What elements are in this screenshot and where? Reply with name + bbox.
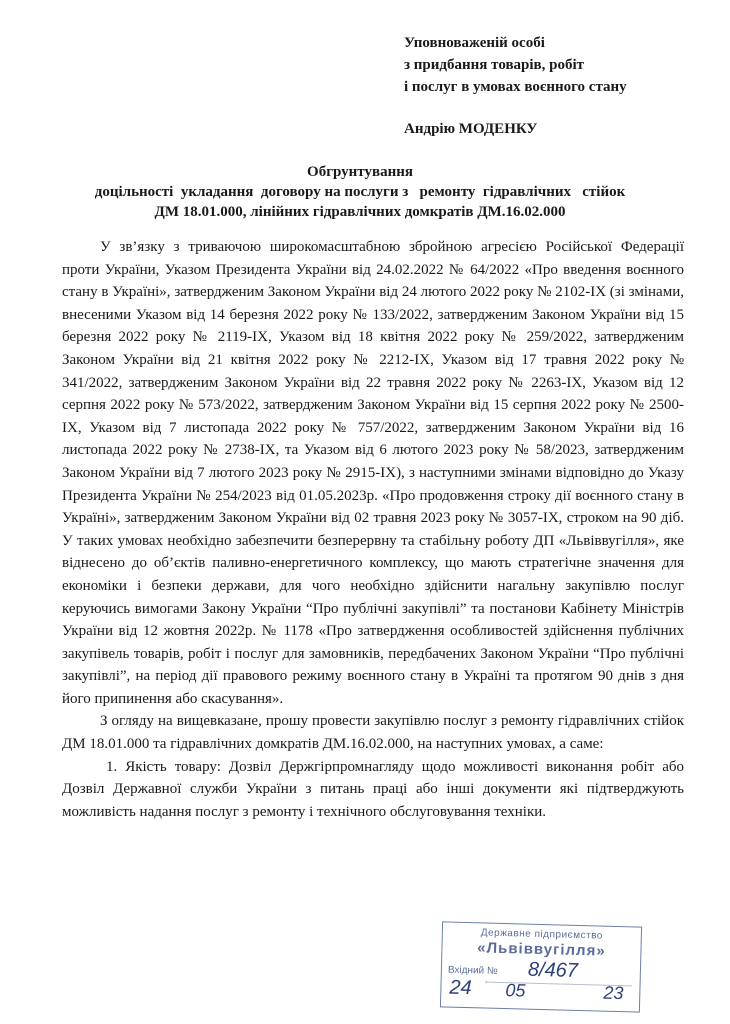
heading-title: Обгрунтування xyxy=(307,164,413,180)
registration-stamp xyxy=(440,921,642,1012)
addressee-line-3: і послуг в умовах воєнного стану xyxy=(404,79,627,95)
condition-item-1: 1. Якість товару: Дозвіл Держгірпромнагляду щодо можливості виконання робіт або Дозвіл Державної служби України з питань праці або інші документи які підтверджують можливість надання послуг з ремонту і технічного обслуговування техніки. xyxy=(62,758,684,820)
stamp-incoming-number: 8/467 xyxy=(527,958,579,982)
stamp-organization: Державне підприємство xyxy=(480,927,604,942)
stamp-date-month: 05 xyxy=(505,980,526,1001)
addressee-block xyxy=(404,32,627,140)
document-heading xyxy=(40,162,680,222)
body-paragraph-1: У зв’язку з триваючою широкомасштабною збройною агресією Російської Федерації проти України, Указом Президента України від 24.02.2022 № 64/2022 «Про введення воєнного стану в Україні», затвердженим Законом України від 24 лютого 2022 року № 2102-IX (зі змінами, внесеними Указом від 14 березня 2022 року № 133/2022, затвердженим Законом України від 15 березня 2022 року № 2119-IX, Указом від 18 квітня 2022 року № 259/2022, затвердженим Законом України від 21 квітня 2022 року № 2212-IX, Указом від 17 травня 2022 року № 341/2022, затвердженим Законом України від 22 травня 2022 року № 2263-IX, Указом від 12 серпня 2022 року № 573/2022, затвердженим Законом України від 15 серпня 2022 року № 2500-IX, Указом від 7 листопада 2022 року № 757/2022, затвердженим Законом України від 16 листопада 2022 року № 2738-IX, та Указом від 6 лютого 2023 року № 58/2023, затвердженим Законом України від 7 лютого 2023 року № 2915-IX), з наступними змінами відповідно до Указу Президента України № 254/2023 від 01.05.2023р. «Про продовження строку дії воєнного стану в Україні», затвердженим Законом України від 02 травня 2023 року № 3057-IX, строком на 90 діб. У таких умовах необхідно забезпечити безперервну та стабільну роботу ДП «Львіввугілля», яке віднесено до об’єктів паливно-енергетичного комплексу, що мають стратегічне значення для економіки і безпеки держави, для чого необхідно здійснити нагальну закупівлю послуг керуючись вимогами Закону України “Про публічні закупівлі” та постанови Кабінету Міністрів України від 12 жовтня 2022р. № 1178 «Про затвердження особливостей здійснення публічних закупівель товарів, робіт і послуг для замовників, передбачених Законом України “Про публічні закупівлі”, на період дії правового режиму воєнного стану в Україні та протягом 90 днів з дня його припинення або скасування». xyxy=(62,239,684,707)
heading-subtitle-line-2: ДМ 18.01.000, лінійних гідравлічних домкратів ДМ.16.02.000 xyxy=(154,204,566,220)
addressee-line-1: Уповноваженій особі xyxy=(404,35,545,51)
heading-subtitle-line-1: доцільності укладання договору на послуги з ремонту гідравлічних стійок xyxy=(94,184,626,200)
stamp-date-year: 23 xyxy=(603,982,624,1004)
document-body xyxy=(62,236,684,823)
stamp-enterprise-name: «Львіввугілля» xyxy=(477,939,606,960)
stamp-incoming-label: Вхідний № xyxy=(447,964,498,977)
body-paragraph-2: З огляду на вищевказане, прошу провести закупівлю послуг з ремонту гідравлічних стійок ДМ 18.01.000 та гідравлічних домкратів ДМ.16.02.000, на наступних умовах, а саме: xyxy=(62,713,684,753)
addressee-line-2: з придбання товарів, робіт xyxy=(404,57,585,73)
addressee-name: Андрію МОДЕНКУ xyxy=(404,121,538,137)
stamp-date-day: 24 xyxy=(449,976,472,1000)
